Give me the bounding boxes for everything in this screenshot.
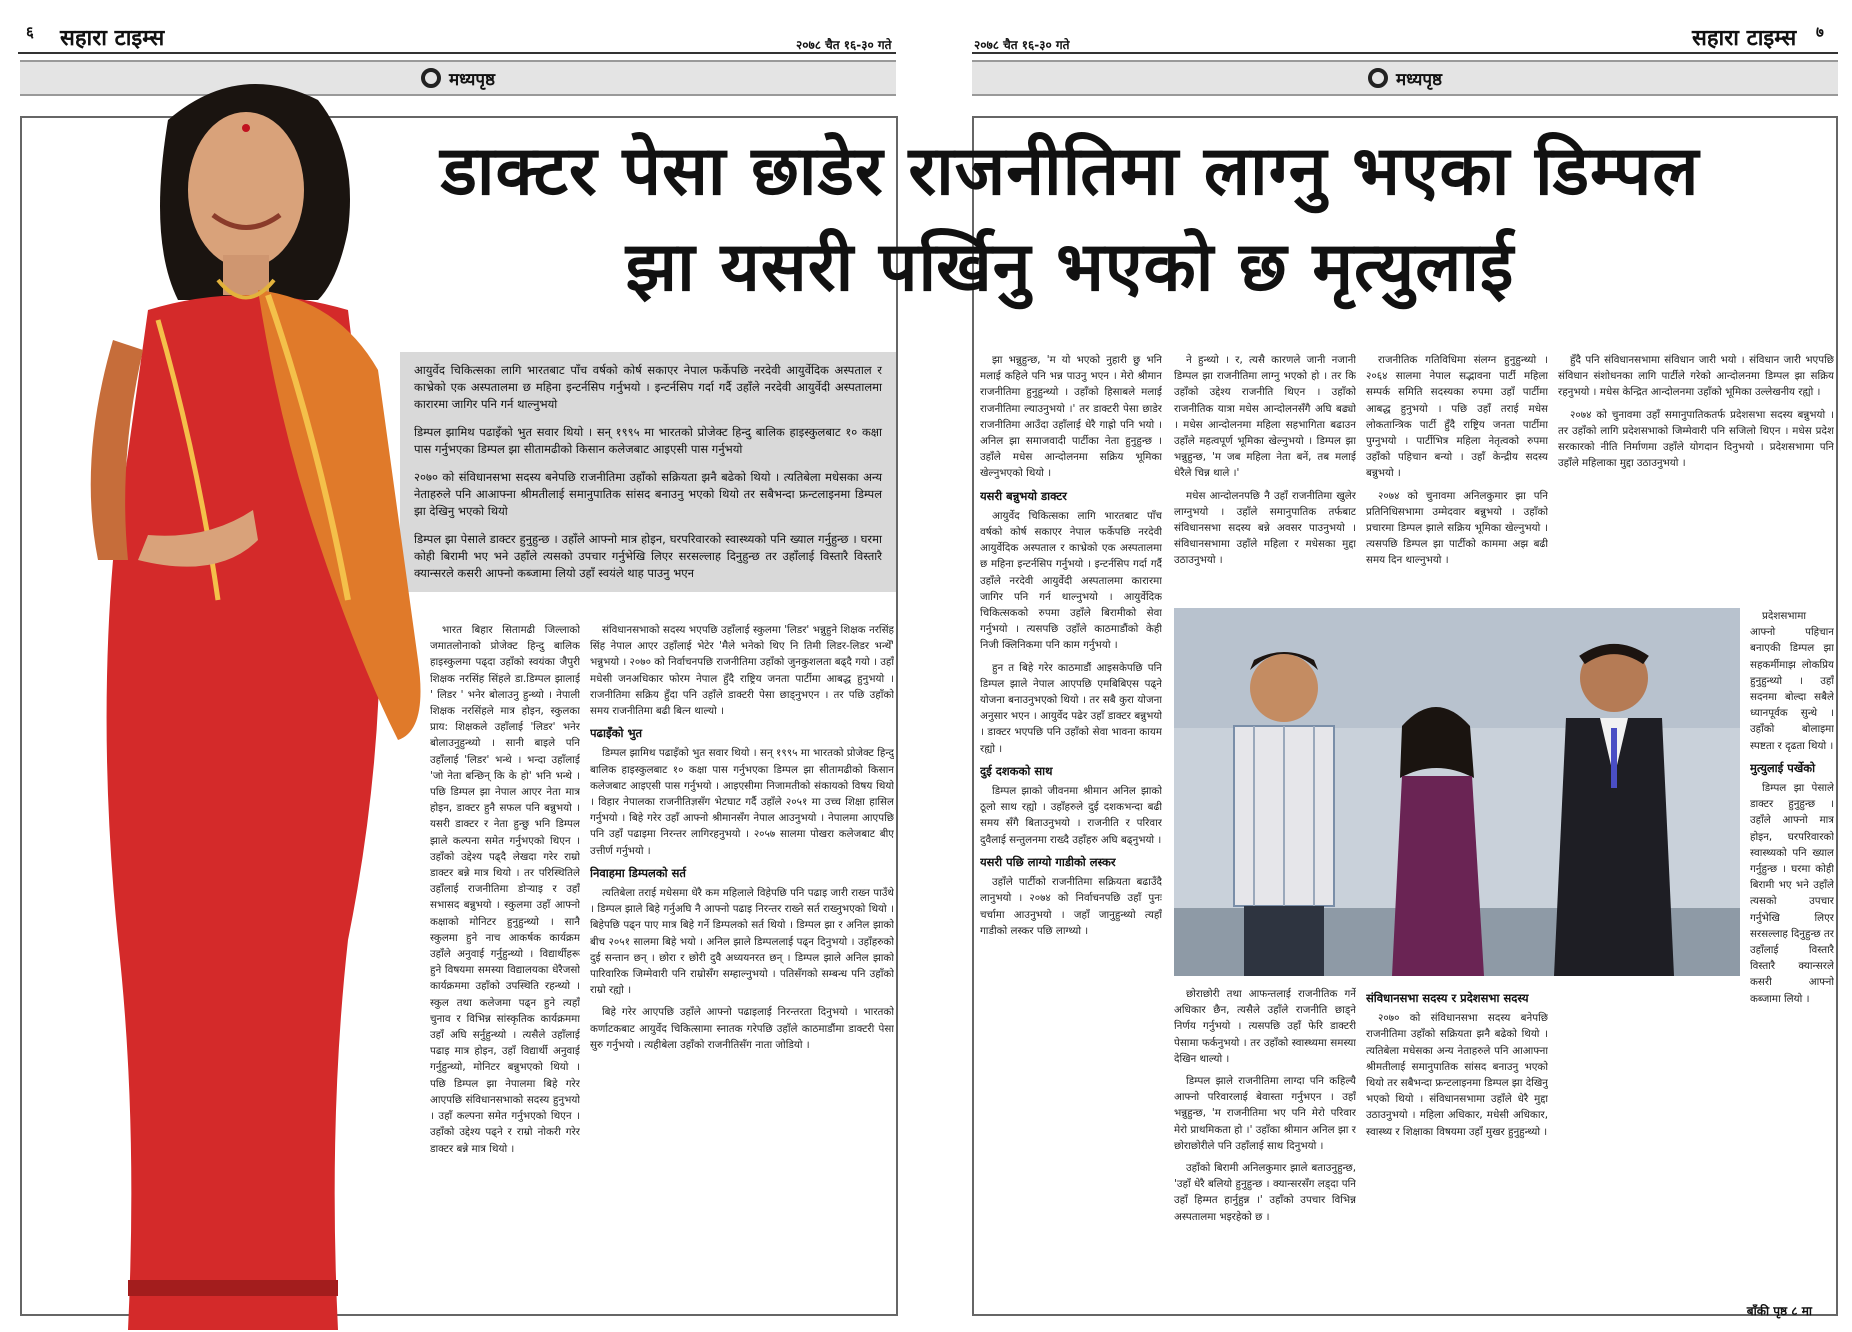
body-paragraph: त्यतिबेला तराई मधेसमा धेरै कम महिलाले विहेपछि पनि पढाइ जारी राख्न पाउँथे । डिम्पल झाले बिहे गर्नुअघि नै आफ्नो पढाइ निरन्तर राख्ने सर्त राख्नुभएको थियो । बिहेपछि पढ्न पाए मात्र बिहे गर्ने डिम्पलको सर्त थियो । डिम्पल झा र अनिल झाको बीच २०५१ सालमा बिहे भयो । अनिल झाले डिम्पललाई पढ्न दिनुभयो । उहाँहरुको दुई सन्तान छन् । छोरा र छोरी दुवै अध्ययनरत छन् । डिम्पल झाले अनिल झाको पारिवारिक जिम्मेवारी पनि राम्रोसँग सम्हाल्नुभयो । पतिसँगको सम्बन्ध पनि उहाँको राम्रो रह्यो ।: [590, 887, 894, 997]
section-label: मध्यपृष्ठ: [1395, 69, 1443, 90]
article-column-5b: [1366, 986, 1548, 1302]
article-column-6b: [1750, 608, 1834, 1298]
headline-line-2: झा यसरी पर्खिनु भएको छ मृत्युलाई: [625, 228, 1515, 307]
masthead: [1692, 22, 1796, 52]
subheading: मुत्युलाई पर्खेको: [1750, 760, 1816, 775]
body-paragraph: बिहे गरेर आएपछि उहाँले आफ्नो पढाइलाई निरन्तरता दिनुभयो । भारतको कर्णाटकबाट आयुर्वेद चिकित्सामा स्नातक गरेपछि उहाँले काठमाडौंमा डाक्टरी पेसा सुरु गर्नुभयो । त्यहीबेला उहाँको राजनीतिसँग नाता जोडियो ।: [590, 1006, 894, 1051]
subheading: यसरी बन्नुभयो डाक्टर: [980, 488, 1067, 503]
body-paragraph: आयुर्वेद चिकित्सका लागि भारतबाट पाँच वर्षको कोर्ष सकाएर नेपाल फर्केपछि नरदेवी आयुर्वेदिक अस्पताल र काभ्रेको एक अस्पतालमा छ महिना इन्टर्नसिप गर्नुभयो । इन्टर्नसिप गर्दा गर्दै उहाँले नरदेवी आयुर्वेदी अस्पतालमा कारारमा जागिर पनि गर्न थाल्नुभयो । आयुर्वेदिक चिकित्सकको रुपमा उहाँले बिरामीको सेवा गर्नुभयो । त्यसपछि उहाँले काठमाडौंको केही निजी क्लिनिकमा पनि काम गर्नुभयो ।: [980, 509, 1162, 652]
body-paragraph: उहाँले पार्टीको राजनीतिमा सक्रियता बढाउँदै लानुभयो । २०७४ को निर्वाचनपछि उहाँ पुनः चर्चामा आउनुभयो । जहाँ जानुहुन्थ्यो त्यहाँ गाडीको लस्कर पछि लाग्थ्यो ।: [980, 876, 1162, 937]
article-column-6: [1558, 352, 1834, 602]
body-paragraph: मधेस आन्दोलनपछि नै उहाँ राजनीतिमा खुलेर लाग्नुभयो । उहाँले समानुपातिक तर्फबाट संविधानसभा सदस्य बन्ने अवसर पाउनुभयो । संविधानसभामा उहाँले महिला र मधेसका मुद्दा उठाउनुभयो ।: [1174, 489, 1356, 567]
body-paragraph: ने हुन्थ्यो । र, त्यसै कारणले जानी नजानी डिम्पल झा राजनीतिमा लाग्नु भएको हो । तर कि उहाँको उद्देश्य राजनीति थिएन । उहाँको राजनीतिक यात्रा मधेस आन्दोलनसँगै अघि बढ्यो । मधेस आन्दोलनमा महिला सहभागिता बढाउन उहाँले महत्वपूर्ण भूमिका खेल्नुभयो । डिम्पल झा भन्नुहुन्छ, 'म जब महिला नेता बनें, तब मलाई धेरैले चिन्न थाले ।': [1174, 354, 1356, 480]
headline: [300, 124, 1840, 316]
subheading: यसरी पछि लाग्यो गाडीको लस्कर: [980, 854, 1116, 869]
subheading: पढाइँको भुत: [590, 726, 643, 741]
body-paragraph: डिम्पल झामिथ पढाइँको भुत सवार थियो । सन् १९९५ मा भारतको प्रोजेक्ट हिन्दु बालिक हाइस्कुलबाट १० कक्षा पास गर्नुभएका डिम्पल झा सीतामढीको किसान कलेजबाट आइएसी पास गर्नुभयो । आइएसीमा निजामतीको संकायको विषय थियो । विहार नेपालका राजनीतिज्ञसँग भेटघाट गर्दै उहाँले २०५१ मा उच्च शिक्षा हासिल गर्नुभयो । बिहे गरेर उहाँ आफ्नो श्रीमानसँग नेपाल आउनुभयो । नेपालमा आएपछि पनि उहाँ पढाइमा निरन्तर लागिरहनुभयो । २०५७ सालमा पोखरा कलेजबाट बीए उत्तीर्ण गर्नुभयो ।: [590, 747, 894, 857]
body-paragraph: उहाँको बिरामी अनिलकुमार झाले बताउनुहुन्छ, 'उहाँ धेरै बलियो हुनुहुन्छ । क्यान्सरसँग लड्दा पनि उहाँ हिम्मत हार्नुहुन्न ।' उहाँको उपचार विभिन्न अस्पतालमा भइरहेको छ ।: [1174, 1162, 1356, 1223]
body-paragraph: डिम्पल झाको जीवनमा श्रीमान अनिल झाको ठूलो साथ रह्यो । उहाँहरुले दुई दशकभन्दा बढी समय सँगै बिताउनुभयो । राजनीति र परिवार दुवैलाई सन्तुलनमा राख्दै उहाँहरु अघि बढ्नुभयो ।: [980, 785, 1162, 846]
body-paragraph: झा भन्नुहुन्छ, 'म यो भएको नुहारी छु भनि मलाई कहिले पनि भन्न पाउनु भएन । मेरो श्रीमान राजनीतिमा हुनुहुन्थ्यो । उहाँको हिसाबले मलाई राजनीतिमा ल्याउनुभयो ।' तर डाक्टरी पेसा छाडेर राजनीतिमा आउँदा उहाँलाई धेरै गाह्रो पनि भयो । अनिल झा समाजवादी पार्टीका नेता हुनुहुन्छ । उहाँले मधेस आन्दोलनमा सक्रिय भूमिका खेल्नुभएको थियो ।: [980, 354, 1162, 480]
body-paragraph: २०७० को संविधानसभा सदस्य बनेपछि राजनीतिमा उहाँको सक्रियता झनै बढेको थियो । त्यतिबेला मधेसका अन्य नेताहरुले पनि आआफ्ना श्रीमतीलाई समानुपातिक सांसद बनाउनु भएको थियो तर सबैभन्दा फ्रन्टलाइनमा डिम्पल झा देखिनु भएको थियो । संविधानसभामा उहाँले धेरै मुद्दा उठाउनुभयो । महिला अधिकार, मधेसी अधिकार, स्वास्थ्य र शिक्षाका विषयमा उहाँ मुखर हुनुहुन्थ्यो ।: [1366, 1012, 1548, 1138]
summary-paragraph: २०७० को संविधानसभा सदस्य बनेपछि राजनीतिमा उहाँको सक्रियता झनै बढेको थियो । त्यतिबेला मधेसका अन्य नेताहरुले पनि आआफ्ना श्रीमतीलाई समानुपातिक सांसद बनाउनु भएको थियो तर सबैभन्दा फ्रन्टलाइनमा डिम्पल झा देखिनु भएको थियो: [414, 470, 882, 518]
article-column-2: [590, 622, 894, 1302]
summary-paragraph: डिम्पल झा पेसाले डाक्टर हुनुहुन्छ । उहाँले आफ्नो मात्र होइन, घरपरिवारको स्वास्थ्यको पनि ख्याल गर्नुहुन्छ । घरमा कोही बिरामी भए भने उहाँले त्यसको उपचार गर्नुभेखि लिएर सरसल्लाह दिनुहुन्छ तर उहाँलाई विस्तारै विस्तारै क्यान्सरले कसरी आफ्नो कब्जामा लियो उहाँ स्वयंले थाह पाउनु भएन: [414, 532, 882, 580]
portrait-image: [18, 40, 478, 1330]
section-label: मध्यपृष्ठ: [448, 69, 496, 90]
section-band: [972, 60, 1838, 96]
article-column-4: [1174, 352, 1356, 602]
body-paragraph: हुँदै पनि संविधानसभामा संविधान जारी भयो । संविधान जारी भएपछि संविधान संशोधनका लागि पार्टीले गरेको आन्दोलनमा डिम्पल झा सक्रिय रहनुभयो । मधेस केन्द्रित आन्दोलनमा उहाँको भूमिका उल्लेखनीय रह्यो ।: [1558, 354, 1834, 399]
masthead-title: सहारा टाइम्स: [1692, 25, 1797, 51]
body-paragraph: प्रदेशसभामा आफ्नो पहिचान बनाएकी डिम्पल झा सहकर्मीमाझ लोकप्रिय हुनुहुन्थ्यो । उहाँ सदनमा बोल्दा सबैले ध्यानपूर्वक सुन्थे । उहाँको बोलाइमा स्पष्टता र दृढता थियो ।: [1750, 610, 1834, 752]
body-paragraph: डिम्पल झाले राजनीतिमा लाग्दा पनि कहिल्यै आफ्नो परिवारलाई बेवास्ता गर्नुभएन । उहाँ भन्नुहुन्छ, 'म राजनीतिमा भए पनि मेरो परिवार मेरो प्राथमिकता हो ।' उहाँका श्रीमान अनिल झा र छोराछोरीले पनि उहाँलाई साथ दिनुभयो ।: [1174, 1075, 1356, 1152]
article-column-4b: [1174, 986, 1356, 1302]
header-rule: [972, 52, 1838, 54]
subheading: निवाहमा डिम्पलको सर्त: [590, 865, 686, 880]
family-photo: [1174, 608, 1740, 976]
issue-date: २०७८ चैत १६-३० गते: [796, 38, 892, 52]
summary-paragraph: डिम्पल झामिथ पढाइँको भुत सवार थियो । सन् १९९५ मा भारतको प्रोजेक्ट हिन्दु बालिक हाइस्कुलबाट १० कक्षा पास गर्नुभएका डिम्पल झा सीतामढीको किसान कलेजबाट आइएसी पास गर्नुभयो: [414, 425, 882, 456]
subheading: संविधानसभा सदस्य र प्रदेशसभा सदस्य: [1366, 991, 1529, 1005]
page-number: ६: [26, 23, 34, 41]
headline-line-1: डाक्टर पेसा छाडेर राजनीतिमा लाग्नु भएका डिम्पल: [440, 132, 1700, 211]
body-paragraph: राजनीतिक गतिविधिमा संलग्न हुनुहुन्थ्यो । २०६४ सालमा नेपाल सद्भावना पार्टी महिला सम्पर्क समिति सदस्यका रुपमा उहाँ पार्टीमा आबद्ध हुनुभयो । पछि उहाँ तराई मधेस लोकतान्त्रिक पार्टी हुँदै राष्ट्रिय जनता पार्टीमा पुग्नुभयो । पार्टीभित्र महिला नेतृत्वको रुपमा उहाँको पहिचान बन्यो । उहाँ केन्द्रीय सदस्य बन्नुभयो ।: [1366, 354, 1548, 480]
circle-icon: [1368, 68, 1388, 88]
body-paragraph: २०७४ को चुनावमा उहाँ समानुपातिकतर्फ प्रदेशसभा सदस्य बन्नुभयो । तर उहाँको लागि प्रदेशसभाको जिम्मेवारी पनि सजिलो थिएन । मधेस प्रदेश सरकारको नीति निर्माणमा उहाँले योगदान दिनुभयो । प्रदेशसभामा पनि उहाँले महिलाका मुद्दा उठाउनुभयो ।: [1558, 408, 1834, 470]
article-column-5: [1366, 352, 1548, 602]
continued-note: बाँकी पृष्ठ ८ मा: [1746, 1304, 1812, 1318]
page-number: ७: [1816, 23, 1824, 41]
body-paragraph: २०७४ को चुनावमा अनिलकुमार झा पनि प्रतिनिधिसभामा उम्मेदवार बन्नुभयो । उहाँको प्रचारमा डिम्पल झाले सक्रिय भूमिका खेल्नुभयो । त्यसपछि डिम्पल झा पार्टीको काममा अझ बढी समय दिन थाल्नुभयो ।: [1366, 489, 1548, 567]
summary-paragraph: आयुर्वेद चिकित्सका लागि भारतबाट पाँच वर्षको कोर्ष सकाएर नेपाल फर्केपछि नरदेवी आयुर्वेदिक अस्पताल र काभ्रेको एक अस्पतालमा छ महिना इन्टर्नसिप गर्नुभयो । इन्टर्नसिप गर्दा गर्दै उहाँले नरदेवी आयुर्वेदी अस्पतालमा कारारमा जागिर पनि गर्न थाल्नुभयो: [414, 363, 882, 411]
body-paragraph: संविधानसभाको सदस्य भएपछि उहाँलाई स्कुलमा 'लिडर' भन्नुहुने शिक्षक नरसिंह सिंह नेपाल आएर उहाँलाई भेटेर 'मैले भनेको थिए नि तिमी लिडर-लिडर भन्थेँ' भन्नुभयो । २०७० को निर्वाचनपछि राजनीतिमा उहाँको जुनकुशलता बढ्दै गयो । उहाँ मधेसी जनअधिकार फोरम नेपाल हुँदै राष्ट्रिय जनता पार्टीमा आबद्ध हुनुभयो । राजनीतिमा सक्रिय हुँदा पनि उहाँले डाक्टरी पेसा छाड्नुभएन । तर पछि उहाँको समय राजनीतिमा बढी बित्न थाल्यो ।: [590, 624, 894, 718]
article-column-3: [980, 352, 1162, 1302]
subheading: दुई दशकको साथ: [980, 763, 1053, 778]
body-paragraph: छोराछोरी तथा आफन्तलाई राजनीतिक गर्ने अधिकार छैन, त्यसैले उहाँले राजनीति छाड्ने निर्णय गर्नुभयो । त्यसपछि उहाँ फेरि डाक्टरी पेसामा फर्कनुभयो । तर उहाँको स्वास्थ्यमा समस्या देखिन थाल्यो ।: [1174, 988, 1356, 1065]
body-paragraph: हुन त बिहे गरेर काठमाडौं आइसकेपछि पनि डिम्पल झाले नेपाल आएपछि एमबिबिएस पढ्ने योजना बनाउनुभएको थियो । तर सबै कुरा योजना अनुसार भएन । आयुर्वेद पढेर उहाँ डाक्टर बन्नुभयो । डाक्टर भएपछि पनि उहाँको सेवा भावना कायम रह्यो ।: [980, 661, 1162, 755]
body-paragraph: डिम्पल झा पेसाले डाक्टर हुनुहुन्छ । उहाँले आफ्नो मात्र होइन, घरपरिवारको स्वास्थ्यको पनि ख्याल गर्नुहुन्छ । घरमा कोही बिरामी भए भने उहाँले त्यसको उपचार गर्नुभेखि लिएर सरसल्लाह दिनुहुन्छ तर उहाँलाई विस्तारै विस्तारै क्यान्सरले कसरी आफ्नो कब्जामा लियो ।: [1750, 782, 1834, 1005]
article-column-1: [430, 622, 580, 1302]
body-paragraph: भारत बिहार सितामढी जिल्लाको जमातलोनाको प्रोजेक्ट हिन्दु बालिक हाइस्कुलमा पढ्दा उहाँको स्वयंका जैपुरी शिक्षक नरसिंह सिंहले डा.डिम्पल झालाई ' लिडर ' भनेर बोलाउनु हुन्थ्यो । नेपाली शिक्षक नरसिंहले मात्र होइन, स्कुलका प्राय: शिक्षकले उहाँलाई 'लिडर' भनेर बोलाउनुहुन्थ्यो । सानी बाइले पनि उहाँलाई 'लिडर' भन्थे । भन्दा उहाँलाई 'जो नेता बन्छिन् कि के हो' भनि भन्थे । पछि डिम्पल झा नेपाल आएर नेता मात्र होइन, डाक्टर हुनै सफल पनि बन्नुभयो । यसरी डाक्टर र नेता हुन्छु भनि डिम्पल झाले कल्पना समेत गर्नुभएको थिएन । उहाँको उद्देश्य पढ्दै लेखदा गरेर राम्रो डाक्टर बन्ने मात्र थियो । तर परिस्थितिले उहाँलाई राजनीतिमा डोऱ्याइ र उहाँ सभासद बन्नुभयो । स्कुलमा उहाँ आफ्नो कक्षाको मोनिटर हुनुहुन्थ्यो । सानै स्कुलमा हुने नाच आकर्षक कार्यक्रम उहाँले अनुवाई गर्नुहुन्थ्यो । विद्यार्थीहरू हुने विषयमा समस्या विद्यालयका धेरैजसो कार्यक्रममा उहाँको उपस्थिति रहन्थ्यो । स्कुल तथा कलेजमा पढ्न हुने त्यहाँ चुनाव र विभिन्न सांस्कृतिक कार्यक्रममा उहाँ अघि सर्नुहुन्थ्यो । त्यसैले उहाँलाई पढाइ मात्र होइन, उहाँ विद्यार्थी अनुवाई गर्नुहुन्थ्यो, मोनिटर बन्नुभएको थियो । पछि डिम्पल झा नेपालमा बिहे गरेर आएपछि संविधानसभाको सदस्य हुनुभयो । उहाँ कल्पना समेत गर्नुभएको थिएन । उहाँको उद्देश्य पढ्ने र राम्रो नोकरी गरेर डाक्टर बन्ने मात्र थियो ।: [430, 624, 580, 1155]
masthead-title: सहारा टाइम्स: [60, 25, 165, 51]
issue-date: २०७८ चैत १६-३० गते: [974, 38, 1070, 52]
